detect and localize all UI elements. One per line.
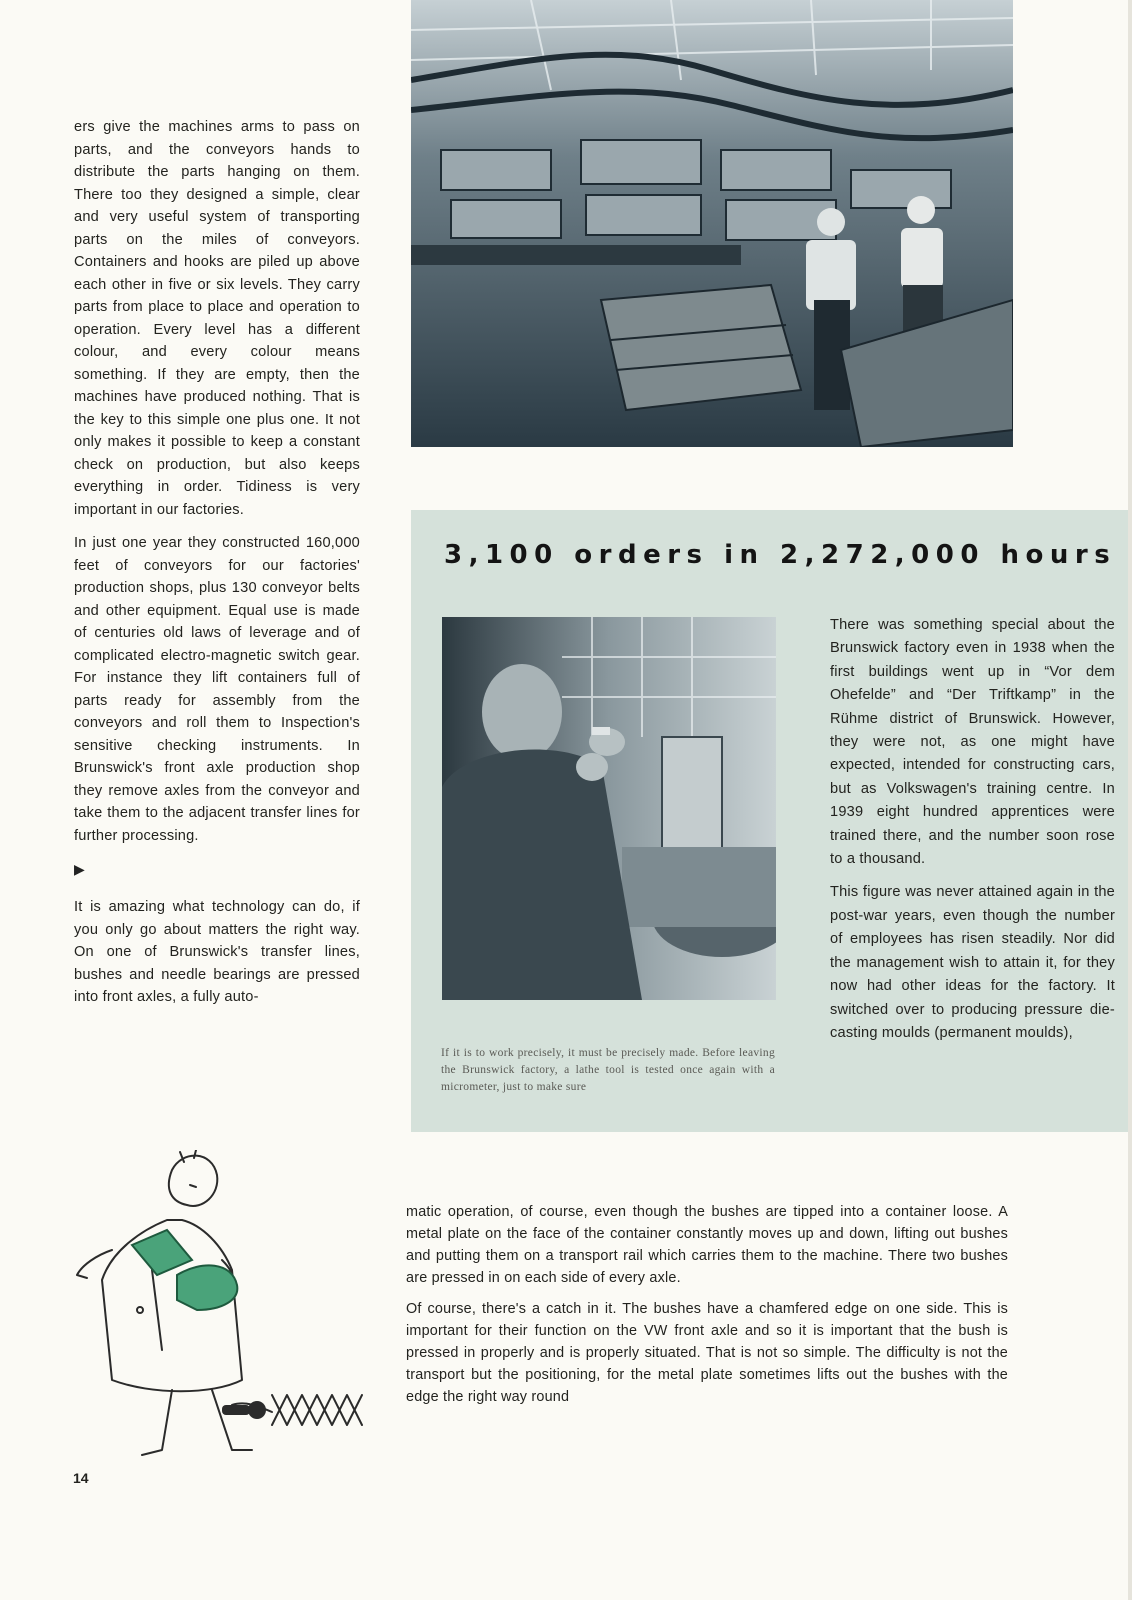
panel-paragraph-1: There was something special about the Brunswick factory even in 1938 when the first buildings went up in “Vor dem Ohefelde” and “Der Triftkamp” in the Rühme district of Brunswick. However, they were not, as one might have expected, intended for constructing cars, but as Volkswagen's training centre. In 1939 eight hundred apprentices were trained there, and the number soon rose to a thousand. bbox=[830, 617, 1115, 868]
left-paragraph-2: In just one year they constructed 160,000 feet of conveyors for our factories' production shops, plus 130 conveyor belts and other equipment. Equal use is made of centuries old laws of leverage and of complicated electro-magnetic switch gear. For instance they lift containers full of parts ready for assembly from the conveyors and roll them to Inspection's sensitive checking instruments. In Brunswick's front axle production shop they remove axles from the conveyor and take them to the adjacent transfer lines for further processing. bbox=[74, 535, 360, 844]
page-edge bbox=[1128, 0, 1132, 1600]
panel-text-column bbox=[830, 614, 1115, 1055]
left-paragraph-1: ers give the machines arms to pass on parts, and the conveyors hands to distribute the parts hanging on them. There too they designed a simple, clear and very useful system of transporting parts on the miles of conveyors. Containers and hooks are piled up above each other in five or six levels. They carry parts from place to place and operation to operation. Every level has a different colour, and every colour means something. If they are empty, then the machines have produced nothing. That is the key to this simple one plus one. It not only makes it possible to keep a constant check on production, but also keeps everything in order. Tidiness is very important in our factories. bbox=[74, 119, 360, 518]
bottom-paragraph-1: matic operation, of course, even though the bushes are tipped into a container loose. A metal plate on the face of the container constantly moves up and down, lifting out bushes and putting them on a transport rail which carries them to the machine. There two bushes are pressed in on each side of every axle. bbox=[406, 1204, 1008, 1286]
left-paragraph-3: It is amazing what technology can do, if you only go about matters the right way. On one of Brunswick's transfer lines, bushes and needle bearings are pressed into front axles, a fully auto- bbox=[74, 899, 360, 1005]
conveyor-factory-photo bbox=[411, 0, 1013, 447]
panel-paragraph-2: This figure was never attained again in the post-war years, even though the number of employees has risen steadily. Nor did the management wish to attain it, for they now had other ideas for the factory. It switched over to producing pressure die-casting moulds (permanent moulds), bbox=[830, 884, 1115, 1041]
page-number: 14 bbox=[73, 1470, 89, 1486]
cartoon-worker-illustration bbox=[72, 1150, 372, 1460]
bottom-text-column bbox=[406, 1201, 1008, 1417]
bottom-paragraph-2: Of course, there's a catch in it. The bushes have a chamfered edge on one side. This is important for their function on the VW front axle and so it is important that the bush is pressed in properly and is properly situated. That is not so simple. The difficulty is not the transport but the positioning, for the metal plate sometimes lifts out the bushes with the edge the right way round bbox=[406, 1301, 1008, 1405]
photo-caption: If it is to work precisely, it must be precisely made. Before leaving the Brunswick factory, a lathe tool is tested once again with a micrometer, just to make sure bbox=[441, 1047, 775, 1093]
left-text-column bbox=[74, 116, 360, 1020]
continue-arrow-icon: ▶ bbox=[74, 861, 85, 877]
micrometer-worker-photo bbox=[442, 617, 776, 1000]
panel-heading: 3,100 orders in 2,272,000 hours bbox=[444, 540, 1117, 570]
